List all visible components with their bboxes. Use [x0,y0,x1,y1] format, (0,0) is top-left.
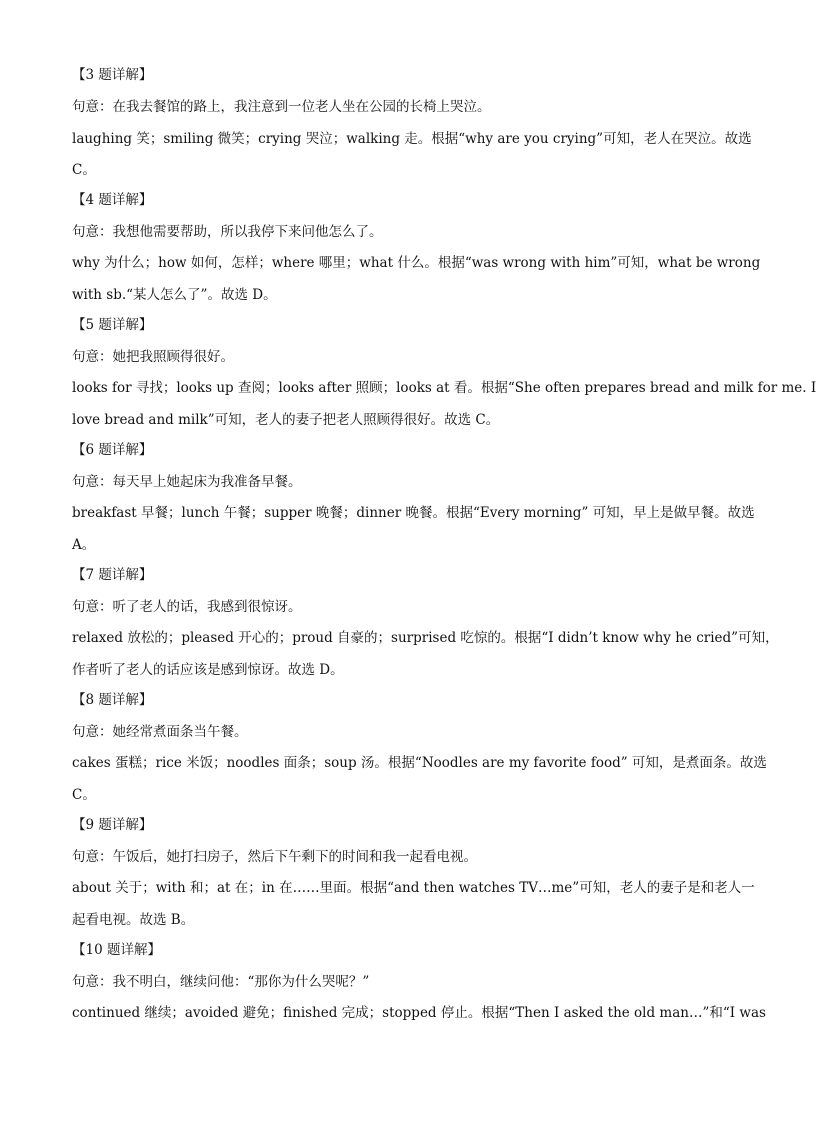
section-heading: 【8 题详解】 [72,692,153,708]
sentence-meaning: 句意：每天早上她起床为我准备早餐。 [72,474,302,490]
section-heading: 【6 题详解】 [72,442,153,458]
sentence-meaning: 句意：我想他需要帮助，所以我停下来问他怎么了。 [72,224,383,240]
explanation-line: love bread and milk”可知，老人的妻子把老人照顾得很好。故选 C。 [72,412,500,428]
explanation-line: continued 继续；avoided 避免；finished 完成；stopped 停止。根据“Then I asked the old man…”和“I was [72,1005,766,1021]
explanation-line: cakes 蛋糕；rice 米饭；noodles 面条；soup 汤。根据“Noodles are my favorite food” 可知，是煮面条。故选 [72,755,767,771]
section-heading: 【5 题详解】 [72,317,153,333]
sentence-meaning: 句意：在我去餐馆的路上，我注意到一位老人坐在公园的长椅上哭泣。 [72,99,491,115]
explanation-line: 作者听了老人的话应该是感到惊讶。故选 D。 [72,662,344,678]
explanation-line: C。 [72,162,96,178]
explanation-line: 起看电视。故选 B。 [72,912,195,928]
section-heading: 【7 题详解】 [72,567,153,583]
section-heading: 【4 题详解】 [72,192,153,208]
section-heading: 【3 题详解】 [72,67,153,83]
explanation-line: A。 [72,537,96,553]
sentence-meaning: 句意：她把我照顾得很好。 [72,349,234,365]
explanation-line: with sb.“某人怎么了”。故选 D。 [72,287,277,303]
explanation-line: laughing 笑；smiling 微笑；crying 哭泣；walking 走。根据“why are you crying”可知，老人在哭泣。故选 [72,131,752,147]
section-heading: 【9 题详解】 [72,817,153,833]
section-heading: 【10 题详解】 [72,942,161,958]
explanation-line: why 为什么；how 如何，怎样；where 哪里；what 什么。根据“was wrong with him”可知，what be wrong [72,255,761,271]
sentence-meaning: 句意：我不明白，继续问他：“那你为什么哭呢？” [72,974,370,990]
explanation-line: looks for 寻找；looks up 查阅；looks after 照顾；looks at 看。根据“She often prepares bread and milk for me. I [72,380,816,396]
explanation-line: C。 [72,787,96,803]
explanation-line: breakfast 早餐；lunch 午餐；supper 晚餐；dinner 晚餐。根据“Every morning” 可知，早上是做早餐。故选 [72,505,755,521]
sentence-meaning: 句意：听了老人的话，我感到很惊讶。 [72,599,302,615]
explanation-line: relaxed 放松的；pleased 开心的；proud 自豪的；surprised 吃惊的。根据“I didn’t know why he cried”可知， [72,630,779,646]
explanation-line: about 关于；with 和；at 在；in 在……里面。根据“and then watches TV…me”可知，老人的妻子是和老人一 [72,880,755,896]
sentence-meaning: 句意：午饭后，她打扫房子，然后下午剩下的时间和我一起看电视。 [72,849,477,865]
sentence-meaning: 句意：她经常煮面条当午餐。 [72,724,248,740]
